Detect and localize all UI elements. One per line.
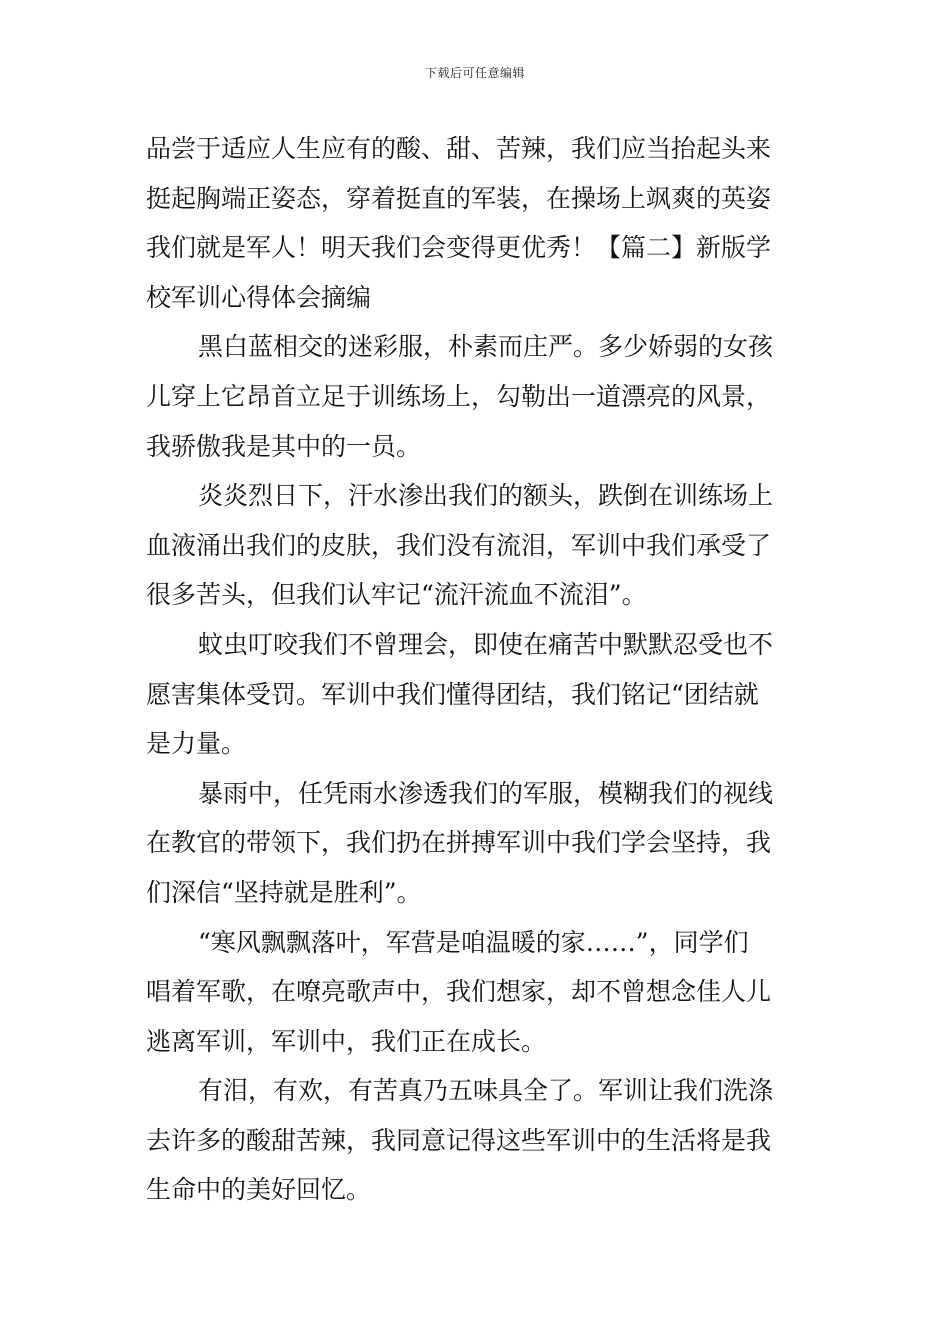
text-line: 炎炎烈日下，汗水渗出我们的额头，跌倒在训练场上 <box>198 481 774 511</box>
paragraph-conclusion <box>146 1066 806 1215</box>
document-body <box>146 124 806 1215</box>
paragraph-rain <box>146 769 806 918</box>
text-line: 挺起胸端正姿态，穿着挺直的军装，在操场上飒爽的英姿 <box>146 183 772 213</box>
text-line: 校军训心得体会摘编 <box>146 282 372 312</box>
page-header: 下载后可任意编辑 <box>424 66 525 80</box>
paragraph-mosquito <box>146 620 806 769</box>
text-line: 愿害集体受罚。军训中我们懂得团结，我们铭记“团结就 <box>146 679 759 709</box>
text-line: “寒风飘飘落叶，军营是咱温暖的家……”，同学们 <box>198 927 749 957</box>
paragraph-camouflage <box>146 322 806 471</box>
text-line: 生命中的美好回忆。 <box>146 1175 372 1205</box>
text-line: 有泪，有欢，有苦真乃五味具全了。军训让我们洗涤 <box>198 1076 774 1106</box>
text-line: 们深信“坚持就是胜利”。 <box>146 877 422 907</box>
text-line: 很多苦头，但我们认牢记“流汗流血不流泪”。 <box>146 580 647 610</box>
text-line: 黑白蓝相交的迷彩服，朴素而庄严。多少娇弱的女孩 <box>198 332 774 362</box>
text-line: 品尝于适应人生应有的酸、甜、苦辣，我们应当抬起头来 <box>146 134 772 163</box>
paragraph-continuation <box>146 124 806 322</box>
paragraph-song <box>146 918 806 1067</box>
text-line: 是力量。 <box>146 729 247 759</box>
text-line: 在教官的带领下，我们扔在拼搏军训中我们学会坚持，我 <box>146 828 772 858</box>
text-line: 逃离军训，军训中，我们正在成长。 <box>146 1026 547 1056</box>
text-line: 我骄傲我是其中的一员。 <box>146 431 422 461</box>
text-line: 暴雨中，任凭雨水渗透我们的军服，模糊我们的视线 <box>198 778 774 808</box>
text-line: 蚊虫叮咬我们不曾理会，即使在痛苦中默默忍受也不 <box>198 629 774 659</box>
text-line: 我们就是军人！明天我们会变得更优秀！【篇二】新版学 <box>146 233 772 263</box>
text-line: 血液涌出我们的皮肤，我们没有流泪，军训中我们承受了 <box>146 530 772 560</box>
text-line: 去许多的酸甜苦辣，我同意记得这些军训中的生活将是我 <box>146 1125 772 1155</box>
text-line: 唱着军歌，在嘹亮歌声中，我们想家，却不曾想念佳人儿 <box>146 977 772 1007</box>
paragraph-sun <box>146 471 806 620</box>
text-line: 儿穿上它昂首立足于训练场上，勾勒出一道漂亮的风景， <box>146 381 772 411</box>
